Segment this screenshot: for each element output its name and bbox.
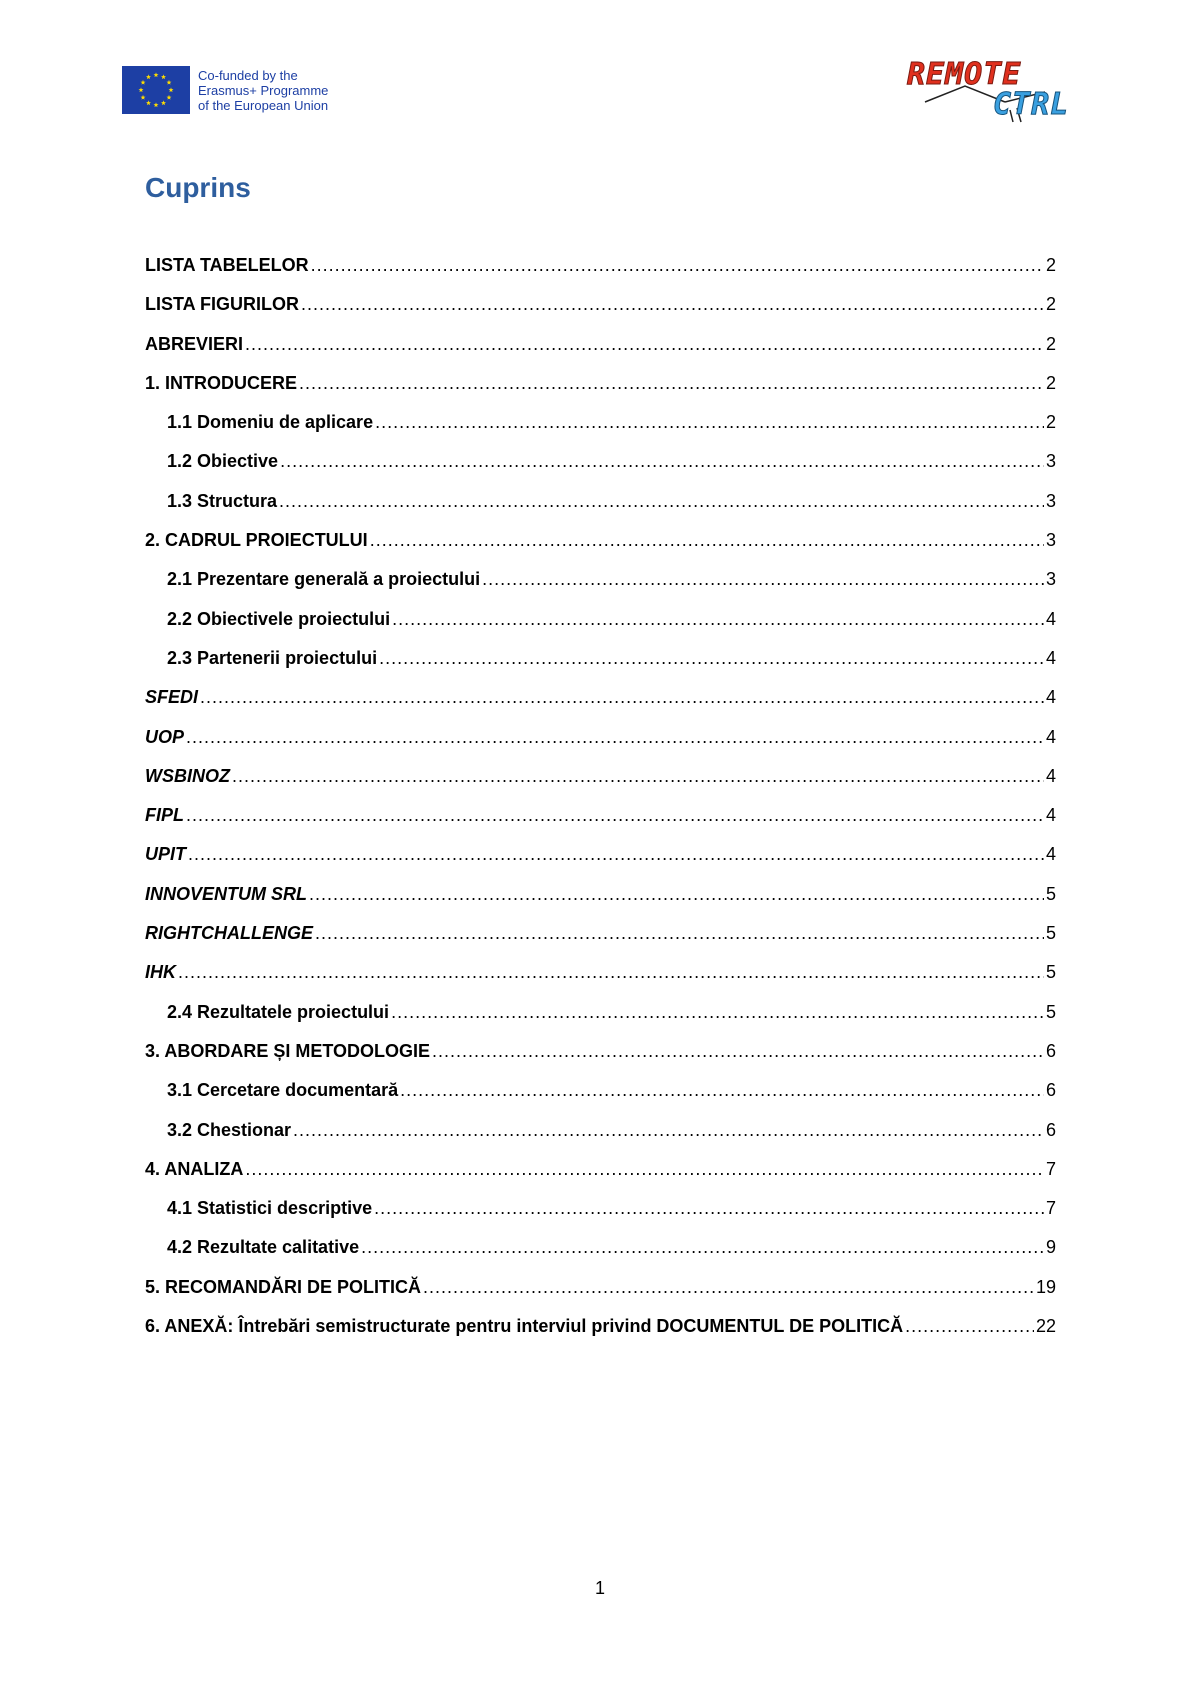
- toc-entry[interactable]: [145, 1079, 1056, 1118]
- eu-flag-icon: [122, 66, 190, 114]
- toc-entry[interactable]: [145, 608, 1056, 647]
- toc-entry-page: 4: [1045, 844, 1056, 865]
- toc-entry-label: 2.2 Obiectivele proiectului: [167, 608, 391, 629]
- toc-entry-page: 4: [1045, 726, 1056, 747]
- toc-dot-leader: [432, 1040, 1044, 1062]
- toc-entry-label: 2.4 Rezultatele proiectului: [167, 1001, 390, 1022]
- toc-entry[interactable]: [145, 1040, 1056, 1079]
- toc-dot-leader: [309, 883, 1044, 905]
- toc-dot-leader: [186, 726, 1044, 748]
- toc-dot-leader: [374, 1197, 1044, 1219]
- page-number: 1: [594, 1578, 605, 1598]
- toc-entry[interactable]: [145, 922, 1056, 961]
- toc-entry-label: 4. ANALIZA: [145, 1158, 244, 1179]
- toc-entry-page: 4: [1045, 805, 1056, 826]
- svg-text:CTRL: CTRL: [993, 87, 1070, 122]
- toc-entry-page: 2: [1045, 372, 1056, 393]
- toc-dot-leader: [370, 529, 1044, 551]
- toc-entry-page: 5: [1045, 883, 1056, 904]
- eu-text-line-3: of the European Union: [198, 97, 329, 113]
- toc-entry-page: 7: [1045, 1158, 1056, 1179]
- remote-ctrl-logo: [905, 56, 1115, 126]
- toc-entry-page: 2: [1045, 294, 1056, 315]
- toc-entry-label: 5. RECOMANDĂRI DE POLITICĂ: [145, 1276, 422, 1297]
- toc-entry[interactable]: [145, 411, 1056, 450]
- toc-entry[interactable]: [145, 529, 1056, 568]
- toc-dot-leader: [232, 765, 1044, 787]
- toc-entry-label: UOP: [145, 726, 185, 747]
- eu-text-line-1: Co-funded by the: [198, 67, 298, 83]
- toc-dot-leader: [293, 1119, 1044, 1141]
- toc-entry-label: RIGHTCHALLENGE: [145, 923, 313, 944]
- eu-cofunded-text: [198, 68, 328, 113]
- toc-entry[interactable]: [145, 333, 1056, 372]
- toc-dot-leader: [379, 647, 1044, 669]
- toc-dot-leader: [245, 333, 1044, 355]
- toc-entry-label: SFEDI: [145, 687, 199, 708]
- eu-cofunded-logo: [122, 66, 328, 114]
- toc-entry-page: 4: [1045, 608, 1056, 629]
- toc-dot-leader: [178, 961, 1044, 983]
- toc-entry-page: 5: [1045, 923, 1056, 944]
- toc-entry-page: 2: [1045, 255, 1056, 275]
- toc-entry-page: 4: [1045, 765, 1056, 786]
- toc-entry-label: 2.1 Prezentare generală a proiectului: [167, 569, 481, 590]
- toc-dot-leader: [400, 1079, 1044, 1101]
- toc-entry-page: 19: [1035, 1276, 1056, 1297]
- toc-entry-label: 2. CADRUL PROIECTULUI: [145, 530, 368, 551]
- toc-entry-label: 6. ANEXĂ: Întrebări semistructurate pentru interviul privind DOCUMENTUL DE POLITICĂ: [145, 1316, 904, 1337]
- toc-entry-label: 4.2 Rezultate calitative: [167, 1237, 360, 1258]
- toc-entry-page: 2: [1045, 412, 1056, 433]
- toc-entry[interactable]: [145, 843, 1056, 882]
- toc-entry[interactable]: [145, 961, 1056, 1000]
- svg-text:REMOTE: REMOTE: [907, 57, 1022, 92]
- toc-entry[interactable]: [145, 883, 1056, 922]
- toc-dot-leader: [186, 804, 1044, 826]
- toc-entry-page: 5: [1045, 1001, 1056, 1022]
- toc-entry-page: 6: [1045, 1119, 1056, 1140]
- toc-dot-leader: [905, 1315, 1034, 1337]
- toc-entry-page: 4: [1045, 687, 1056, 708]
- toc-entry-label: ABREVIERI: [145, 333, 244, 354]
- toc-entry-label: 1.2 Obiective: [167, 451, 279, 472]
- toc-entry-page: 9: [1045, 1237, 1056, 1258]
- toc-entry-page: 2: [1045, 333, 1056, 354]
- toc-entry[interactable]: [145, 1197, 1056, 1236]
- toc-dot-leader: [245, 1158, 1044, 1180]
- toc-entry-page: 6: [1045, 1040, 1056, 1061]
- toc-title: Cuprins: [145, 172, 251, 203]
- toc-entry[interactable]: [145, 647, 1056, 686]
- toc-entry-label: IHK: [145, 962, 176, 983]
- toc-entry[interactable]: [145, 490, 1056, 529]
- toc-dot-leader: [482, 568, 1044, 590]
- toc-entry-label: 2.3 Partenerii proiectului: [167, 647, 378, 668]
- table-of-contents: [145, 254, 1056, 1354]
- toc-entry[interactable]: [145, 726, 1056, 765]
- toc-entry-label: WSBINOZ: [145, 765, 230, 786]
- toc-entry[interactable]: [145, 450, 1056, 489]
- toc-entry-label: LISTA TABELELOR: [145, 255, 309, 275]
- eu-text-line-2: Erasmus+ Programme: [198, 82, 329, 98]
- toc-entry-page: 3: [1045, 451, 1056, 472]
- toc-entry-page: 5: [1045, 962, 1056, 983]
- toc-dot-leader: [315, 922, 1044, 944]
- toc-entry-label: LISTA FIGURILOR: [145, 294, 299, 315]
- toc-entry-label: FIPL: [145, 805, 184, 826]
- toc-entry-page: 4: [1045, 647, 1056, 668]
- toc-entry-label: 4.1 Statistici descriptive: [167, 1198, 373, 1219]
- toc-entry-page: 22: [1035, 1316, 1056, 1337]
- toc-dot-leader: [299, 372, 1044, 394]
- toc-entry[interactable]: [145, 686, 1056, 725]
- toc-dot-leader: [279, 490, 1044, 512]
- toc-entry[interactable]: [145, 568, 1056, 607]
- toc-entry-label: 1.3 Structura: [167, 490, 278, 511]
- toc-dot-leader: [188, 843, 1044, 865]
- toc-entry[interactable]: [145, 1276, 1056, 1315]
- toc-entry-label: UPIT: [145, 844, 187, 865]
- toc-dot-leader: [391, 1001, 1044, 1023]
- toc-entry-page: 6: [1045, 1080, 1056, 1101]
- toc-entry-label: 1. INTRODUCERE: [145, 372, 298, 393]
- toc-entry-label: 3.2 Chestionar: [167, 1119, 292, 1140]
- toc-dot-leader: [280, 450, 1044, 472]
- toc-entry[interactable]: [145, 1315, 1056, 1354]
- toc-dot-leader: [423, 1276, 1034, 1298]
- toc-entry-label: INNOVENTUM SRL: [145, 883, 307, 904]
- toc-dot-leader: [311, 254, 1044, 276]
- toc-dot-leader: [375, 411, 1044, 433]
- toc-entry[interactable]: [145, 1158, 1056, 1197]
- toc-entry-label: 3. ABORDARE ȘI METODOLOGIE: [145, 1040, 431, 1061]
- toc-entry[interactable]: [145, 254, 1056, 293]
- toc-entry-page: 3: [1045, 490, 1056, 511]
- toc-entry[interactable]: [145, 1236, 1056, 1275]
- toc-entry[interactable]: [145, 1119, 1056, 1158]
- toc-dot-leader: [200, 686, 1044, 708]
- toc-entry[interactable]: [145, 765, 1056, 804]
- toc-dot-leader: [301, 293, 1044, 315]
- toc-entry-page: 3: [1045, 530, 1056, 551]
- toc-entry[interactable]: [145, 372, 1056, 411]
- toc-entry[interactable]: [145, 804, 1056, 843]
- toc-dot-leader: [361, 1236, 1044, 1258]
- toc-entry-label: 1.1 Domeniu de aplicare: [167, 412, 374, 433]
- toc-entry-label: 3.1 Cercetare documentară: [167, 1080, 399, 1101]
- toc-dot-leader: [392, 608, 1044, 630]
- toc-entry-page: 7: [1045, 1198, 1056, 1219]
- toc-entry[interactable]: [145, 1001, 1056, 1040]
- toc-entry[interactable]: [145, 293, 1056, 332]
- toc-entry-page: 3: [1045, 569, 1056, 590]
